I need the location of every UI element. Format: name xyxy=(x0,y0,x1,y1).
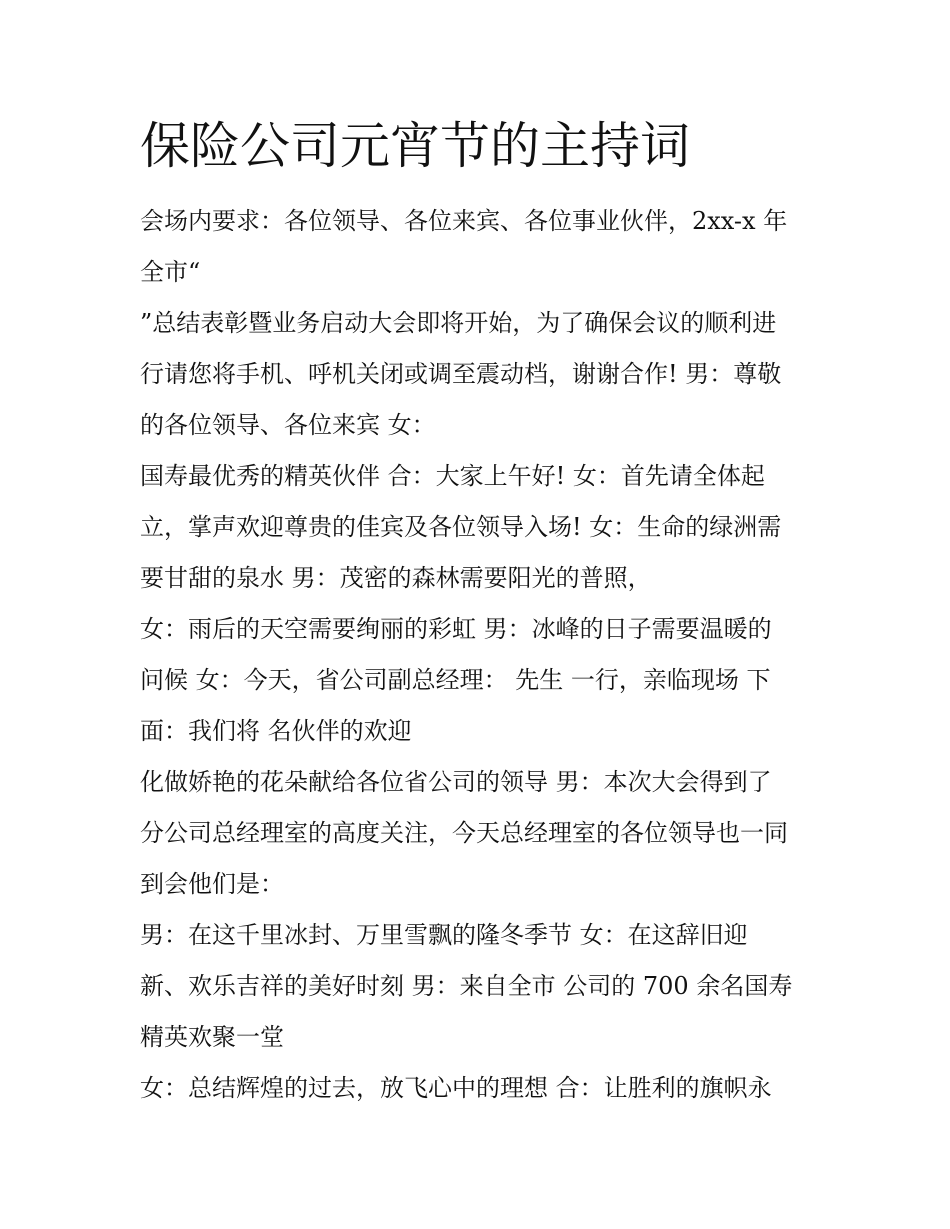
text-line: 立，掌声欢迎尊贵的佳宾及各位领导入场! 女：生命的绿洲需 xyxy=(140,513,782,541)
text-line: ”总结表彰暨业务启动大会即将开始，为了确保会议的顺利进 xyxy=(140,309,777,337)
text-line: 国寿最优秀的精英伙伴 合：大家上午好! 女：首先请全体起 xyxy=(140,462,765,490)
text-line: 分公司总经理室的高度关注，今天总经理室的各位领导也一同 xyxy=(140,819,788,847)
text-line: 新、欢乐吉祥的美好时刻 男：来自全市 公司的 700 余名国寿 xyxy=(140,972,793,1000)
text-line: 化做娇艳的花朵献给各位省公司的领导 男：本次大会得到了 xyxy=(140,768,772,796)
text-line: 面：我们将 名伙伴的欢迎 xyxy=(140,717,412,745)
text-line: 精英欢聚一堂 xyxy=(140,1023,284,1051)
text-line: 会场内要求：各位领导、各位来宾、各位事业伙伴，2xx-x 年 xyxy=(140,207,788,235)
text-line: 的各位领导、各位来宾 女： xyxy=(140,411,436,439)
text-line: 行请您将手机、呼机关闭或调至震动档，谢谢合作! 男：尊敬 xyxy=(140,360,782,388)
text-line: 男：在这千里冰封、万里雪飘的隆冬季节 女：在这辞旧迎 xyxy=(140,921,748,949)
text-line: 到会他们是： xyxy=(140,870,284,898)
text-line: 女：总结辉煌的过去，放飞心中的理想 合：让胜利的旗帜永 xyxy=(140,1074,772,1102)
text-line: 要甘甜的泉水 男：茂密的森林需要阳光的普照， xyxy=(140,564,652,592)
text-line: 女：雨后的天空需要绚丽的彩虹 男：冰峰的日子需要温暖的 xyxy=(140,615,772,643)
document-body xyxy=(140,196,840,1114)
text-line: 全市“ xyxy=(140,258,201,286)
document-title: 保险公司元宵节的主持词 xyxy=(140,117,690,175)
text-line: 问候 女：今天，省公司副总经理： 先生 一行，亲临现场 下 xyxy=(140,666,771,694)
